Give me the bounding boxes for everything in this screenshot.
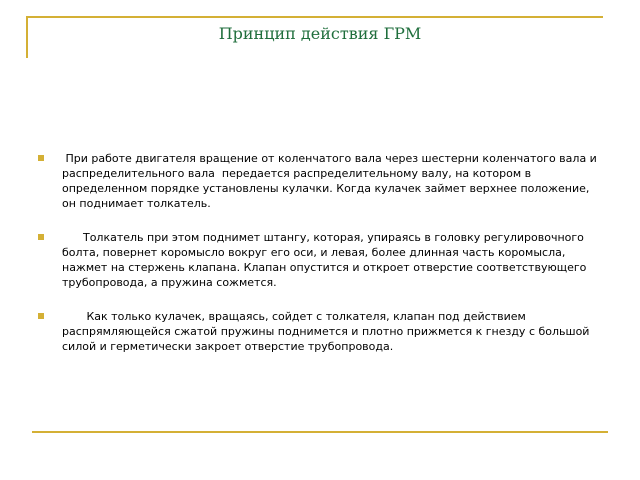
- slide-title: Принцип действия ГРМ: [218, 24, 422, 43]
- bullet-text-2: Толкатель при этом поднимет штангу, которая, упираясь в головку регулировочного болта, повернет коромысло вокруг его оси, и левая, более длинная часть коромысла, нажмет на стержень клапана. Клапан опустится и откроет отверстие соответствующего трубопровода, а пружина сожмется.: [62, 231, 591, 289]
- bottom-border-line: [32, 431, 608, 433]
- top-border-line: [26, 16, 603, 18]
- bullet-item-3: [38, 309, 603, 354]
- square-bullet-icon: [38, 234, 44, 240]
- bullet-item-1: [38, 151, 603, 211]
- left-border-line: [26, 16, 28, 58]
- bullet-item-2: [38, 230, 603, 290]
- bullet-text-3: Как только кулачек, вращаясь, сойдет с толкателя, клапан под действием распрямляющейся сжатой пружины поднимется и плотно прижмется к гнезду с большой силой и герметически закроет отверстие трубопровода.: [62, 310, 593, 353]
- bullet-list: [38, 151, 603, 373]
- bullet-text-1: При работе двигателя вращение от коленчатого вала через шестерни коленчатого вала и распределительного вала передается распределительному валу, на котором в определенном порядке установлены кулачки. Когда кулачек займет верхнее положение, он поднимает толкатель.: [62, 152, 601, 210]
- square-bullet-icon: [38, 313, 44, 319]
- square-bullet-icon: [38, 155, 44, 161]
